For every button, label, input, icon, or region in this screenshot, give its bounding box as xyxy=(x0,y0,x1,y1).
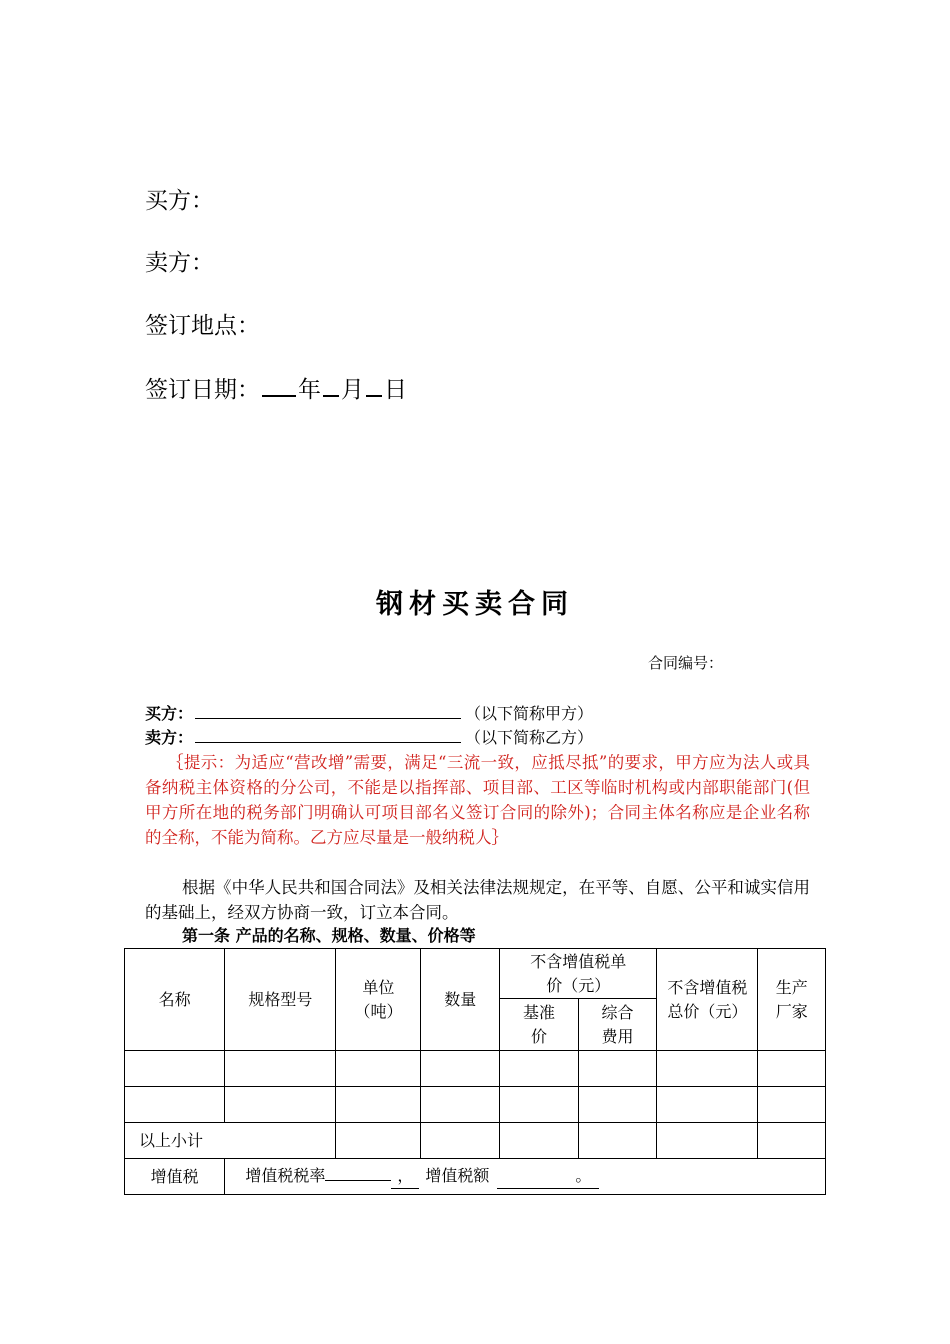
header-name: 名称 xyxy=(125,949,225,1051)
header-maker: 生产厂家 xyxy=(758,949,826,1051)
hint-paragraph: ｛提示：为适应“营改增”需要，满足“三流一致，应抵尽抵”的要求，甲方应为法人或具备纳税主体资格的分公司，不能是以指挥部、项目部、工区等临时机构或内部职能部门(但甲方所在地的税务部门明确认可项目部名义签订合同的除外)；合同主体名称应是企业名称的全称，不能为简称。乙方应尽量是一般纳税人｝ xyxy=(145,753,810,847)
vat-amount-label: 增值税额 xyxy=(425,1166,490,1185)
header-total: 不含增值税总价（元） xyxy=(657,949,758,1051)
table-cell[interactable] xyxy=(500,1087,579,1123)
table-cell[interactable] xyxy=(578,1051,657,1087)
buyer-label: 买方： xyxy=(145,704,194,723)
table-cell[interactable] xyxy=(657,1051,758,1087)
month-blank[interactable] xyxy=(323,373,339,397)
day-blank[interactable] xyxy=(366,373,382,397)
header-unit-price: 不含增值税单价（元） xyxy=(500,949,657,999)
vat-rate-field[interactable] xyxy=(325,1164,391,1181)
seller-row xyxy=(145,726,593,749)
table-row xyxy=(125,1087,826,1123)
table-cell[interactable] xyxy=(421,1123,500,1159)
contract-no-label: 合同编号： xyxy=(648,654,724,672)
vat-detail xyxy=(225,1159,826,1195)
cover-date-label: 签订日期： xyxy=(145,377,260,403)
buyer-name-field[interactable] xyxy=(195,702,461,719)
vat-row xyxy=(125,1159,826,1195)
cover-day: 日 xyxy=(384,377,407,403)
article-1-heading: 第一条 产品的名称、规格、数量、价格等 xyxy=(182,926,476,945)
table-cell[interactable] xyxy=(225,1087,336,1123)
seller-note: （以下简称乙方） xyxy=(465,728,594,747)
table-cell[interactable] xyxy=(500,1051,579,1087)
cover-year: 年 xyxy=(298,377,321,403)
table-cell[interactable] xyxy=(421,1087,500,1123)
header-unit: 单位（吨） xyxy=(336,949,421,1051)
table-cell[interactable] xyxy=(578,1087,657,1123)
table-cell[interactable] xyxy=(225,1051,336,1087)
table-cell[interactable] xyxy=(657,1087,758,1123)
subtotal-label: 以上小计 xyxy=(125,1123,336,1159)
table-cell[interactable] xyxy=(657,1123,758,1159)
table-cell[interactable] xyxy=(421,1051,500,1087)
table-cell[interactable] xyxy=(578,1123,657,1159)
table-cell[interactable] xyxy=(125,1051,225,1087)
cover-date-row xyxy=(145,373,407,405)
cover-month: 月 xyxy=(341,377,364,403)
buyer-note: （以下简称甲方） xyxy=(465,704,594,723)
table-cell[interactable] xyxy=(336,1087,421,1123)
document-title: 钢材买卖合同 xyxy=(376,589,574,620)
vat-comma: ， xyxy=(391,1164,419,1189)
header-qty: 数量 xyxy=(421,949,500,1051)
table-cell[interactable] xyxy=(758,1087,826,1123)
vat-rate-label: 增值税税率 xyxy=(245,1166,326,1185)
goods-table xyxy=(124,948,826,1195)
table-cell[interactable] xyxy=(758,1123,826,1159)
header-spec: 规格型号 xyxy=(225,949,336,1051)
cover-buyer-label: 买方： xyxy=(145,188,214,214)
table-cell[interactable] xyxy=(758,1051,826,1087)
subtotal-row xyxy=(125,1123,826,1159)
table-cell[interactable] xyxy=(336,1123,421,1159)
table-cell[interactable] xyxy=(500,1123,579,1159)
buyer-row xyxy=(145,702,593,725)
intro-paragraph: 根据《中华人民共和国合同法》及相关法律法规规定，在平等、自愿、公平和诚实信用的基础上，经双方协商一致，订立本合同。 xyxy=(145,878,810,922)
header-base-price: 基准价 xyxy=(500,999,579,1051)
cover-seller-label: 卖方： xyxy=(145,250,214,276)
seller-name-field[interactable] xyxy=(195,726,461,743)
vat-amount-field[interactable]: 。 xyxy=(497,1164,599,1189)
seller-label: 卖方： xyxy=(145,728,194,747)
cover-place-label: 签订地点： xyxy=(145,313,260,339)
year-blank[interactable] xyxy=(262,373,296,397)
table-cell[interactable] xyxy=(336,1051,421,1087)
header-fee: 综合费用 xyxy=(578,999,657,1051)
table-row xyxy=(125,1051,826,1087)
vat-label: 增值税 xyxy=(125,1159,225,1195)
table-cell[interactable] xyxy=(125,1087,225,1123)
